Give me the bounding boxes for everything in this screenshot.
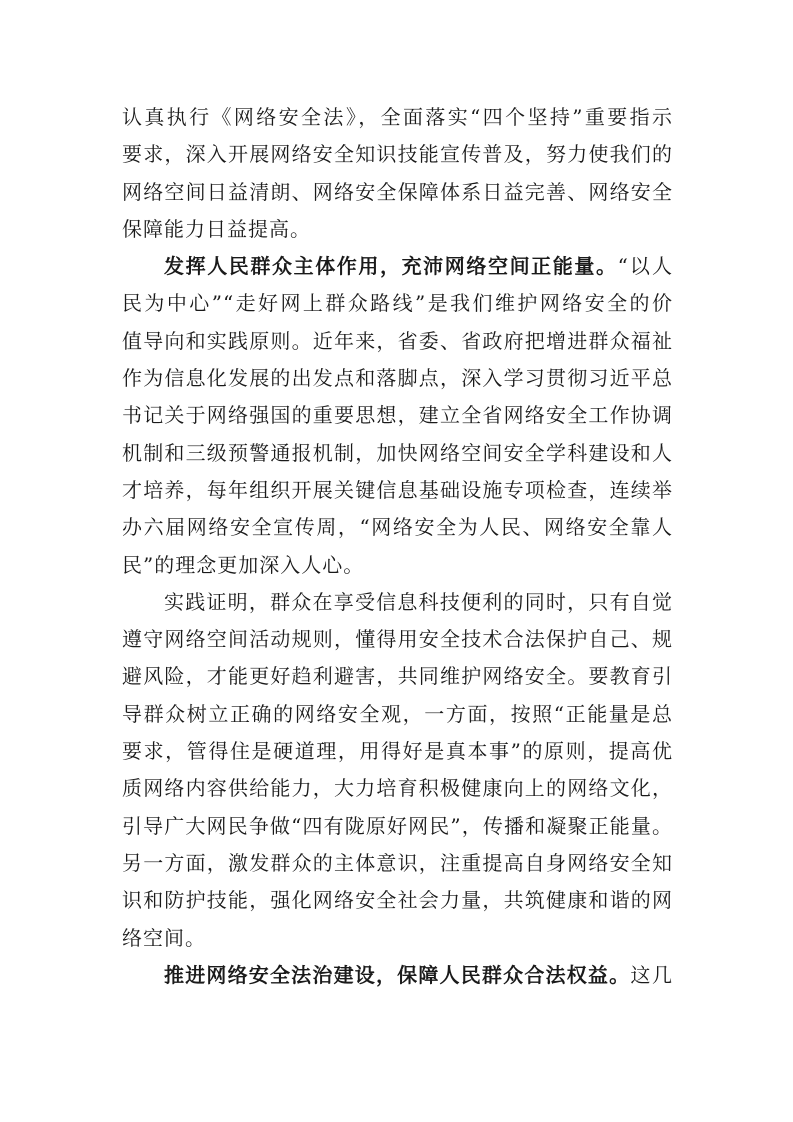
paragraph-heading: 发挥人民群众主体作用，充沛网络空间正能量。 <box>164 254 618 279</box>
text-line <box>122 99 673 136</box>
text-line <box>122 323 673 360</box>
text-line <box>122 360 673 397</box>
text-line <box>122 248 673 285</box>
line-text: 值导向和实践原则。近年来，省委、省政府把增进群众福祉 <box>122 328 673 353</box>
line-text: 网络空间日益清朗、网络安全保障体系日益完善、网络安全 <box>122 179 673 204</box>
line-text: 实践证明，群众在享受信息科技便利的同时，只有自觉 <box>164 589 673 614</box>
text-line <box>122 211 673 248</box>
line-text: 保障能力日益提高。 <box>122 216 311 241</box>
line-text: 办六届网络安全宣传周，“网络安全为人民、网络安全靠人 <box>122 515 673 540</box>
line-text: 作为信息化发展的出发点和落脚点，深入学习贯彻习近平总 <box>122 366 673 391</box>
paragraph <box>122 248 673 584</box>
text-line <box>122 957 673 994</box>
text-line <box>122 733 673 770</box>
line-text: 民”的理念更加深入人心。 <box>122 552 365 577</box>
line-text: 要求，深入开展网络安全知识技能宣传普及，努力使我们的 <box>122 142 673 167</box>
text-line <box>122 696 673 733</box>
text-line <box>122 509 673 546</box>
line-text: “以人 <box>617 254 673 279</box>
line-text: 引导广大网民争做“四有陇原好网民”，传播和凝聚正能量。 <box>122 813 673 838</box>
text-line <box>122 584 673 621</box>
line-text: 遵守网络空间活动规则，懂得用安全技术合法保护自己、规 <box>122 627 673 652</box>
line-text: 另一方面，激发群众的主体意识，注重提高自身网络安全知 <box>122 850 673 875</box>
paragraph <box>122 584 673 957</box>
line-text: 络空间。 <box>122 925 206 950</box>
text-line <box>122 808 673 845</box>
line-text: 书记关于网络强国的重要思想，建立全省网络安全工作协调 <box>122 403 673 428</box>
document-page <box>122 99 673 994</box>
paragraph-heading: 推进网络安全法治建设，保障人民群众合法权益。 <box>164 962 631 987</box>
line-text: 民为中心”“走好网上群众路线”是我们维护网络安全的价 <box>122 291 673 316</box>
paragraph <box>122 957 673 994</box>
line-text: 认真执行《网络安全法》，全面落实“四个坚持”重要指示 <box>122 105 673 129</box>
line-text: 这几 <box>630 962 674 987</box>
line-text: 要求，管得住是硬道理，用得好是真本事”的原则，提高优 <box>122 739 673 764</box>
line-text: 才培养，每年组织开展关键信息基础设施专项检查，连续举 <box>122 477 673 502</box>
text-line <box>122 547 673 584</box>
text-line <box>122 397 673 434</box>
text-line <box>122 770 673 807</box>
text-line <box>122 845 673 882</box>
line-text: 避风险，才能更好趋利避害，共同维护网络安全。要教育引 <box>122 664 673 689</box>
text-line <box>122 621 673 658</box>
line-text: 机制和三级预警通报机制，加快网络空间安全学科建设和人 <box>122 440 673 465</box>
line-text: 导群众树立正确的网络安全观，一方面，按照“正能量是总 <box>122 701 673 726</box>
paragraph <box>122 99 673 248</box>
text-line <box>122 435 673 472</box>
text-line <box>122 136 673 173</box>
text-line <box>122 472 673 509</box>
text-line <box>122 658 673 695</box>
line-text: 识和防护技能，强化网络安全社会力量，共筑健康和谐的网 <box>122 888 673 913</box>
text-line <box>122 882 673 919</box>
text-line <box>122 920 673 957</box>
text-line <box>122 174 673 211</box>
text-line <box>122 285 673 322</box>
line-text: 质网络内容供给能力，大力培育积极健康向上的网络文化， <box>122 776 673 801</box>
